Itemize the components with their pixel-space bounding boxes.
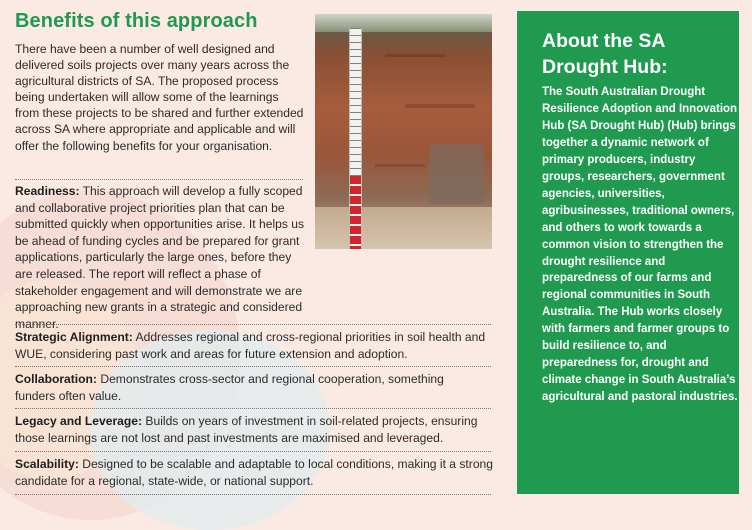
benefit-label: Legacy and Leverage:: [15, 414, 143, 428]
intro-paragraph: There have been a number of well designed and delivered soils projects over many years across the agricultural districts of SA. The proposed process being undertaken will allow some of the learnings from these projects to be shared and further extended across SA where appropriate and applicable and will offer the following benefits for your organisation.: [15, 42, 304, 153]
benefit-label: Collaboration:: [15, 372, 97, 386]
benefit-label: Scalability:: [15, 457, 79, 471]
divider: [15, 366, 491, 367]
benefit-collaboration: [15, 371, 485, 404]
ruler-ticks: [350, 28, 361, 176]
benefit-label: Readiness:: [15, 184, 80, 198]
divider: [15, 494, 491, 495]
photo-rock: [429, 144, 484, 204]
divider: [15, 324, 491, 325]
photo-detail: [385, 54, 445, 57]
benefit-text: Demonstrates cross-sector and regional cooperation, something funders often value.: [15, 372, 444, 403]
photo-detail: [405, 104, 475, 108]
benefit-text: Builds on years of investment in soil-related projects, ensuring those learnings are not lost and past investments are maximised and leveraged.: [15, 414, 478, 445]
benefit-readiness: [15, 183, 307, 332]
sidebar-panel: [517, 11, 739, 494]
benefit-label: Strategic Alignment:: [15, 330, 133, 344]
ruler-red-section: [350, 176, 361, 249]
soil-profile-photo: [315, 14, 492, 249]
sidebar-body: The South Australian Drought Resilience Adoption and Innovation Hub (SA Drought Hub) (Hub) brings together a dynamic network of primary producers, industry groups, researchers, government agencies, universities, agribusinesses, traditional owners, and others to work towards a common vision to strengthen the drought resilience and preparedness of our farms and regional communities in South Australia. The Hub works closely with farmers and farmer groups to build resilience to, and preparedness for, drought and climate change in South Australia’s agricultural and pastoral industries.: [542, 86, 738, 404]
measuring-tape-icon: [349, 28, 362, 249]
photo-detail: [375, 164, 425, 167]
photo-ground: [315, 207, 492, 249]
divider: [15, 451, 491, 452]
benefit-legacy-leverage: [15, 413, 493, 446]
divider: [15, 408, 491, 409]
benefit-strategic-alignment: [15, 329, 493, 362]
divider: [15, 179, 303, 180]
section-title: Benefits of this approach: [15, 10, 258, 32]
benefit-scalability: [15, 456, 493, 489]
benefit-text: Addresses regional and cross-regional priorities in soil health and WUE, considering past work and areas for future extension and adoption.: [15, 330, 486, 361]
sidebar-title: About the SA Drought Hub:: [542, 30, 668, 78]
photo-sky: [315, 14, 492, 32]
benefit-text: This approach will develop a fully scoped and collaborative project priorities plan that can be submitted quickly when opportunities arise. It helps us be ahead of funding cycles and be prepared for grant applications, particularly the large ones, before they are released. The report will reflect a phase of stakeholder engagement and will demonstrate we are approaching new grants in a strategic and considered manner.: [15, 184, 305, 331]
benefit-text: Designed to be scalable and adaptable to local conditions, making it a strong candidate for a regional, state-wide, or national support.: [15, 457, 493, 488]
